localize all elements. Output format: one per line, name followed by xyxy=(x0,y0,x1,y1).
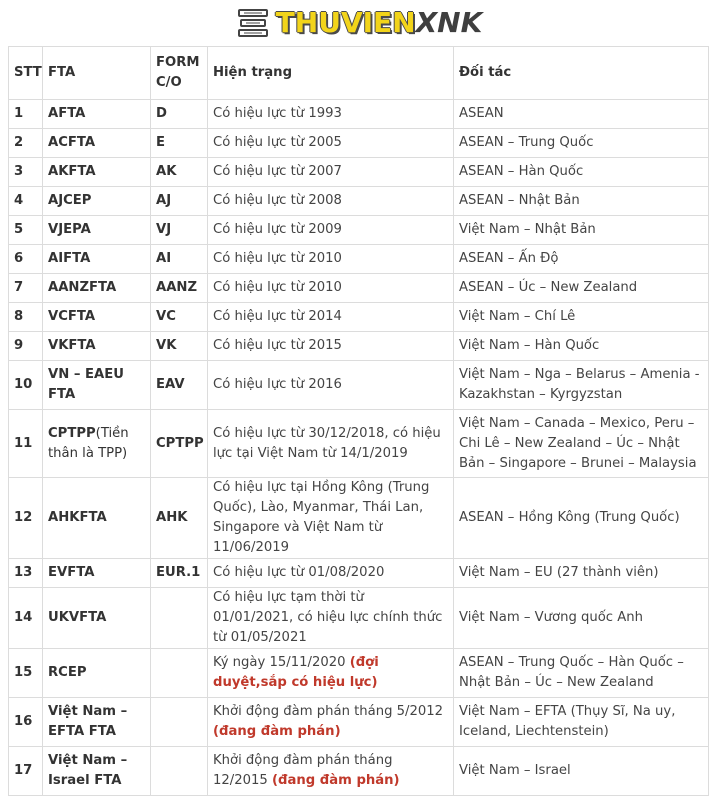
table-row xyxy=(9,478,709,559)
table-row xyxy=(9,274,709,303)
fta-name: VKFTA xyxy=(48,338,96,353)
cell-partner: Việt Nam – Chí Lê xyxy=(454,303,709,332)
fta-name: VN – EAEU FTA xyxy=(48,367,124,402)
fta-name: Việt Nam – Israel FTA xyxy=(48,753,128,788)
cell-stt: 8 xyxy=(9,303,43,332)
cell-partner: Việt Nam – Nhật Bản xyxy=(454,216,709,245)
cell-stt: 14 xyxy=(9,588,43,649)
cell-form-co xyxy=(151,588,208,649)
cell-fta xyxy=(43,649,151,698)
cell-fta xyxy=(43,361,151,410)
cell-partner: ASEAN – Hàn Quốc xyxy=(454,158,709,187)
status-text: Có hiệu lực từ 2007 xyxy=(213,164,342,179)
cell-partner: Việt Nam – Hàn Quốc xyxy=(454,332,709,361)
cell-stt: 13 xyxy=(9,559,43,588)
table-row xyxy=(9,747,709,796)
logo-bar xyxy=(0,0,718,46)
cell-form-co xyxy=(151,649,208,698)
fta-name: ACFTA xyxy=(48,135,96,150)
fta-name: AIFTA xyxy=(48,251,91,266)
cell-stt: 4 xyxy=(9,187,43,216)
cell-status xyxy=(208,747,454,796)
cell-form-co xyxy=(151,747,208,796)
cell-stt: 9 xyxy=(9,332,43,361)
cell-fta xyxy=(43,100,151,129)
status-text: Có hiệu lực từ 01/08/2020 xyxy=(213,565,385,580)
cell-status xyxy=(208,649,454,698)
cell-status xyxy=(208,129,454,158)
cell-form-co: VJ xyxy=(151,216,208,245)
table-row xyxy=(9,216,709,245)
cell-form-co: E xyxy=(151,129,208,158)
table-row xyxy=(9,361,709,410)
cell-stt: 1 xyxy=(9,100,43,129)
cell-status xyxy=(208,245,454,274)
table-row xyxy=(9,187,709,216)
fta-name: AJCEP xyxy=(48,193,92,208)
status-text: Có hiệu lực tạm thời từ 01/01/2021, có hiệu lực chính thức từ 01/05/2021 xyxy=(213,590,443,645)
header-partner: Đối tác xyxy=(454,47,709,100)
fta-name: RCEP xyxy=(48,665,87,680)
status-text: Có hiệu lực từ 2009 xyxy=(213,222,342,237)
status-text: Khởi động đàm phán tháng 5/2012 xyxy=(213,704,444,719)
cell-fta xyxy=(43,303,151,332)
cell-fta xyxy=(43,332,151,361)
cell-partner: ASEAN – Hồng Kông (Trung Quốc) xyxy=(454,478,709,559)
cell-partner: Việt Nam – Israel xyxy=(454,747,709,796)
cell-stt: 11 xyxy=(9,410,43,478)
status-highlight: (đang đàm phán) xyxy=(213,724,341,739)
cell-status xyxy=(208,478,454,559)
fta-name: VCFTA xyxy=(48,309,96,324)
cell-fta xyxy=(43,158,151,187)
cell-form-co: EUR.1 xyxy=(151,559,208,588)
status-text: Có hiệu lực từ 1993 xyxy=(213,106,342,121)
header-form-co: FORM C/O xyxy=(151,47,208,100)
header-stt: STT xyxy=(9,47,43,100)
cell-status xyxy=(208,588,454,649)
cell-fta xyxy=(43,559,151,588)
status-text: Có hiệu lực từ 2014 xyxy=(213,309,342,324)
fta-name: EVFTA xyxy=(48,565,95,580)
status-highlight: (đợi duyệt,sắp có hiệu lực) xyxy=(213,655,379,690)
cell-partner: Việt Nam – Nga – Belarus – Amenia - Kazakhstan – Kyrgyzstan xyxy=(454,361,709,410)
cell-status xyxy=(208,303,454,332)
cell-partner: Việt Nam – EFTA (Thụy Sĩ, Na uy, Iceland, Liechtenstein) xyxy=(454,698,709,747)
cell-stt: 17 xyxy=(9,747,43,796)
table-row xyxy=(9,332,709,361)
cell-form-co: AI xyxy=(151,245,208,274)
cell-stt: 7 xyxy=(9,274,43,303)
header-fta: FTA xyxy=(43,47,151,100)
status-text: Có hiệu lực từ 2010 xyxy=(213,251,342,266)
fta-name: AFTA xyxy=(48,106,86,121)
cell-stt: 5 xyxy=(9,216,43,245)
cell-stt: 16 xyxy=(9,698,43,747)
header-status: Hiện trạng xyxy=(208,47,454,100)
books-icon xyxy=(236,6,270,40)
fta-name: CPTPP xyxy=(48,425,96,441)
cell-form-co xyxy=(151,698,208,747)
cell-fta xyxy=(43,245,151,274)
cell-fta xyxy=(43,187,151,216)
cell-status xyxy=(208,158,454,187)
cell-form-co: VK xyxy=(151,332,208,361)
cell-status xyxy=(208,274,454,303)
cell-status xyxy=(208,332,454,361)
cell-partner: Việt Nam – EU (27 thành viên) xyxy=(454,559,709,588)
cell-fta xyxy=(43,478,151,559)
table-row xyxy=(9,410,709,478)
cell-fta xyxy=(43,129,151,158)
table-header-row xyxy=(9,47,709,100)
cell-status xyxy=(208,100,454,129)
cell-status xyxy=(208,361,454,410)
cell-status xyxy=(208,410,454,478)
cell-form-co: AJ xyxy=(151,187,208,216)
cell-stt: 6 xyxy=(9,245,43,274)
table-row xyxy=(9,158,709,187)
cell-fta xyxy=(43,747,151,796)
cell-form-co: VC xyxy=(151,303,208,332)
status-text: Có hiệu lực từ 2005 xyxy=(213,135,342,150)
site-logo[interactable] xyxy=(236,6,483,40)
cell-stt: 2 xyxy=(9,129,43,158)
table-row xyxy=(9,303,709,332)
cell-form-co: CPTPP xyxy=(151,410,208,478)
fta-note: (Tiền thân là TPP) xyxy=(48,425,129,461)
cell-status xyxy=(208,559,454,588)
status-text: Khởi động đàm phán tháng 12/2015 xyxy=(213,753,393,788)
table-row xyxy=(9,129,709,158)
cell-status xyxy=(208,216,454,245)
status-text: Có hiệu lực từ 2016 xyxy=(213,377,342,392)
fta-name: AHKFTA xyxy=(48,510,107,525)
status-text: Có hiệu lực từ 2010 xyxy=(213,280,342,295)
table-row xyxy=(9,649,709,698)
cell-form-co: EAV xyxy=(151,361,208,410)
cell-form-co: AK xyxy=(151,158,208,187)
cell-fta xyxy=(43,698,151,747)
cell-partner: ASEAN – Úc – New Zealand xyxy=(454,274,709,303)
cell-fta xyxy=(43,274,151,303)
status-highlight: (đang đàm phán) xyxy=(271,773,400,788)
logo-text: THUVIENXNK xyxy=(275,6,483,39)
cell-partner: Việt Nam – Canada – Mexico, Peru – Chi Lê – New Zealand – Úc – Nhật Bản – Singapore – Brunei – Malaysia xyxy=(454,410,709,478)
cell-stt: 15 xyxy=(9,649,43,698)
status-text: Ký ngày 15/11/2020 xyxy=(213,655,350,670)
cell-partner: ASEAN – Ấn Độ xyxy=(454,245,709,274)
table-row xyxy=(9,559,709,588)
cell-partner: ASEAN xyxy=(454,100,709,129)
table-row xyxy=(9,698,709,747)
fta-table xyxy=(8,46,709,796)
status-text: Có hiệu lực từ 2008 xyxy=(213,193,342,208)
cell-partner: ASEAN – Nhật Bản xyxy=(454,187,709,216)
table-row xyxy=(9,100,709,129)
table-row xyxy=(9,245,709,274)
cell-stt: 10 xyxy=(9,361,43,410)
fta-name: AANZFTA xyxy=(48,280,117,295)
logo-text-accent: XNK xyxy=(415,6,483,39)
fta-name: VJEPA xyxy=(48,222,91,237)
fta-name: UKVFTA xyxy=(48,610,107,625)
fta-name: AKFTA xyxy=(48,164,96,179)
status-text: Có hiệu lực từ 30/12/2018, có hiệu lực tại Việt Nam từ 14/1/2019 xyxy=(213,425,441,461)
cell-stt: 12 xyxy=(9,478,43,559)
cell-form-co: D xyxy=(151,100,208,129)
cell-fta xyxy=(43,410,151,478)
status-text: Có hiệu lực tại Hồng Kông (Trung Quốc), Lào, Myanmar, Thái Lan, Singapore và Việt Nam từ 11/06/2019 xyxy=(213,480,430,555)
fta-name: Việt Nam – EFTA FTA xyxy=(48,704,128,739)
cell-status xyxy=(208,187,454,216)
cell-partner: Việt Nam – Vương quốc Anh xyxy=(454,588,709,649)
status-text: Có hiệu lực từ 2015 xyxy=(213,338,342,353)
cell-stt: 3 xyxy=(9,158,43,187)
cell-form-co: AANZ xyxy=(151,274,208,303)
table-row xyxy=(9,588,709,649)
cell-partner: ASEAN – Trung Quốc – Hàn Quốc – Nhật Bản – Úc – New Zealand xyxy=(454,649,709,698)
cell-partner: ASEAN – Trung Quốc xyxy=(454,129,709,158)
cell-status xyxy=(208,698,454,747)
cell-fta xyxy=(43,588,151,649)
cell-fta xyxy=(43,216,151,245)
cell-form-co: AHK xyxy=(151,478,208,559)
